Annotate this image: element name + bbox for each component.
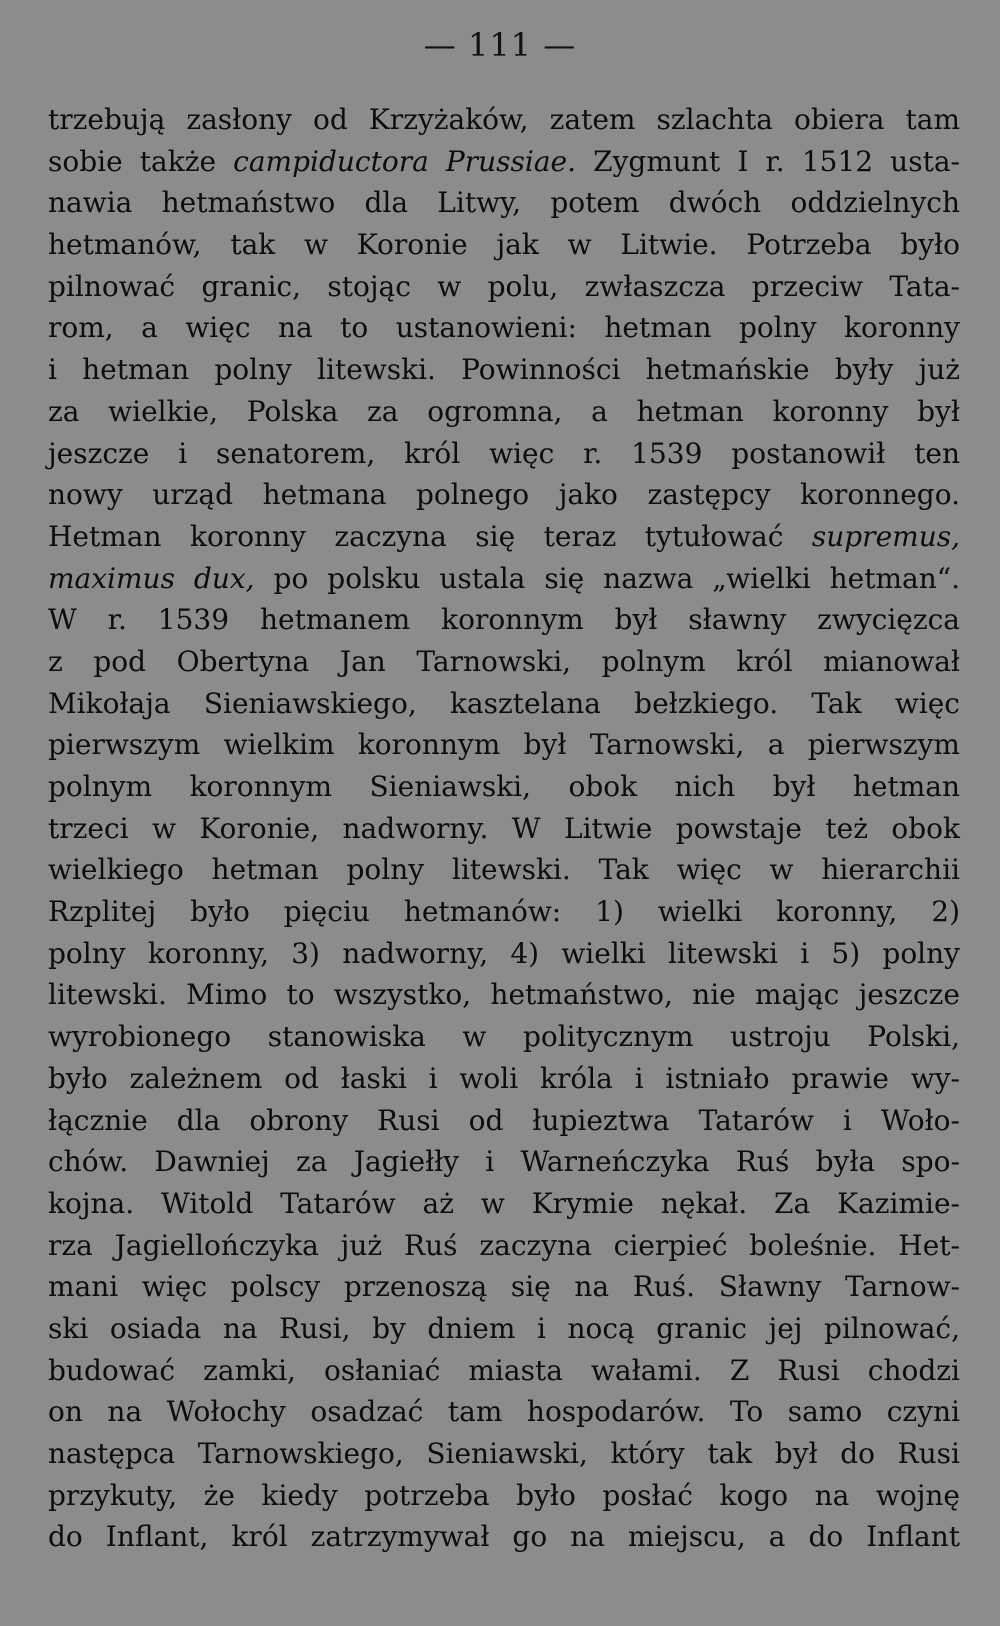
- text-segment: polny koronny, 3) nadworny, 4) wielki litewski i 5) polny: [48, 936, 960, 970]
- text-segment: Zygmunt I r. 1512 usta-: [576, 144, 960, 178]
- text-segment: Mikołaja Sieniawskiego, kasztelana bełzkiego. Tak więc: [48, 686, 960, 720]
- text-line: [48, 1225, 960, 1267]
- text-segment: następca Tarnowskiego, Sieniawski, który tak był do Rusi: [48, 1437, 960, 1470]
- text-segment: nowy urząd hetmana polnego jako zastępcy koronnego.: [48, 478, 960, 512]
- text-segment: łącznie dla obrony Rusi od łupieztwa Tatarów i Woło-: [48, 1103, 960, 1137]
- text-line: [48, 1141, 960, 1183]
- text-line: [48, 974, 960, 1016]
- text-segment: trzebują zasłony od Krzyżaków, zatem szlachta obiera tam: [48, 103, 960, 136]
- text-line: [48, 474, 960, 516]
- text-segment: wielkiego hetman polny litewski. Tak więc w hierarchii: [48, 853, 960, 887]
- italic-segment: campiductora Prussiae.: [233, 144, 577, 178]
- text-segment: rom, a więc na to ustanowieni: hetman polny koronny: [48, 311, 960, 345]
- text-line: [48, 766, 960, 808]
- text-line: [48, 141, 960, 183]
- text-line: [48, 307, 960, 349]
- text-segment: wyrobionego stanowiska w politycznym ustroju Polski,: [48, 1020, 960, 1054]
- text-line: [48, 891, 960, 933]
- body-text: [48, 99, 960, 1558]
- text-segment: ski osiada na Rusi, by dniem i nocą granic jej pilnować,: [48, 1311, 960, 1345]
- text-line: [48, 1016, 960, 1058]
- text-line: [48, 1100, 960, 1142]
- text-line: [48, 1058, 960, 1100]
- text-line: [48, 641, 960, 683]
- text-line: [48, 99, 960, 141]
- text-segment: do Inflant, król zatrzymywał go na miejscu, a do Inflant: [48, 1520, 960, 1554]
- text-segment: kojna. Witold Tatarów aż w Krymie nękał. Za Kazimie-: [48, 1186, 960, 1220]
- text-segment: Rzplitej było pięciu hetmanów: 1) wielki koronny, 2): [48, 895, 960, 929]
- text-segment: hetmanów, tak w Koronie jak w Litwie. Potrzeba było: [48, 228, 960, 262]
- text-line: [48, 1350, 960, 1392]
- text-segment: nawia hetmaństwo dla Litwy, potem dwóch oddzielnych: [48, 186, 960, 220]
- text-segment: budować zamki, osłaniać miasta wałami. Z Rusi chodzi: [48, 1353, 960, 1387]
- text-line: [48, 683, 960, 725]
- text-segment: trzeci w Koronie, nadworny. W Litwie powstaje też obok: [48, 811, 960, 845]
- text-line: [48, 391, 960, 433]
- text-line: [48, 224, 960, 266]
- text-line: [48, 1433, 960, 1475]
- text-segment: było zależnem od łaski i woli króla i istniało prawie wy-: [48, 1061, 960, 1095]
- text-segment: Hetman koronny zaczyna się teraz tytułować: [48, 519, 812, 553]
- text-segment: chów. Dawniej za Jagiełły i Warneńczyka Ruś była spo-: [48, 1145, 960, 1179]
- text-line: [48, 1308, 960, 1350]
- text-segment: i hetman polny litewski. Powinności hetmańskie były już: [48, 353, 960, 387]
- text-line: [48, 599, 960, 641]
- italic-segment: maximus dux,: [48, 561, 255, 595]
- text-line: [48, 433, 960, 475]
- text-segment: po polsku ustala się nazwa „wielki hetman“.: [254, 561, 960, 595]
- text-line: [48, 1475, 960, 1517]
- text-segment: polnym koronnym Sieniawski, obok nich był hetman: [48, 770, 960, 803]
- text-line: [48, 933, 960, 975]
- text-segment: W r. 1539 hetmanem koronnym był sławny zwycięzca: [48, 603, 960, 637]
- page-number: — 111 —: [423, 26, 577, 64]
- text-line: [48, 1266, 960, 1308]
- text-segment: pierwszym wielkim koronnym był Tarnowski, a pierwszym: [48, 728, 960, 762]
- text-line: [48, 724, 960, 766]
- text-segment: sobie także: [48, 144, 234, 178]
- text-line: [48, 849, 960, 891]
- text-line: [48, 516, 960, 558]
- text-line: [48, 349, 960, 391]
- text-line: [48, 558, 960, 600]
- text-line: [48, 1516, 960, 1558]
- text-segment: pilnować granic, stojąc w polu, zwłaszcza przeciw Tata-: [48, 269, 960, 303]
- text-segment: przykuty, że kiedy potrzeba było posłać kogo na wojnę: [48, 1478, 960, 1512]
- text-segment: on na Wołochy osadzać tam hospodarów. To samo czyni: [48, 1395, 960, 1429]
- text-segment: rza Jagiellończyka już Ruś zaczyna cierpieć boleśnie. Het-: [48, 1228, 960, 1262]
- italic-segment: supremus,: [811, 519, 960, 553]
- text-line: [48, 182, 960, 224]
- text-segment: mani więc polscy przenoszą się na Ruś. Sławny Tarnow-: [48, 1270, 960, 1304]
- text-line: [48, 808, 960, 850]
- text-line: [48, 1391, 960, 1433]
- text-segment: za wielkie, Polska za ogromna, a hetman koronny był: [48, 394, 960, 428]
- text-line: [48, 266, 960, 308]
- text-segment: litewski. Mimo to wszystko, hetmaństwo, nie mając jeszcze: [48, 978, 960, 1012]
- text-segment: z pod Obertyna Jan Tarnowski, polnym król mianował: [48, 644, 960, 678]
- text-line: [48, 1183, 960, 1225]
- text-segment: jeszcze i senatorem, król więc r. 1539 postanowił ten: [48, 436, 960, 470]
